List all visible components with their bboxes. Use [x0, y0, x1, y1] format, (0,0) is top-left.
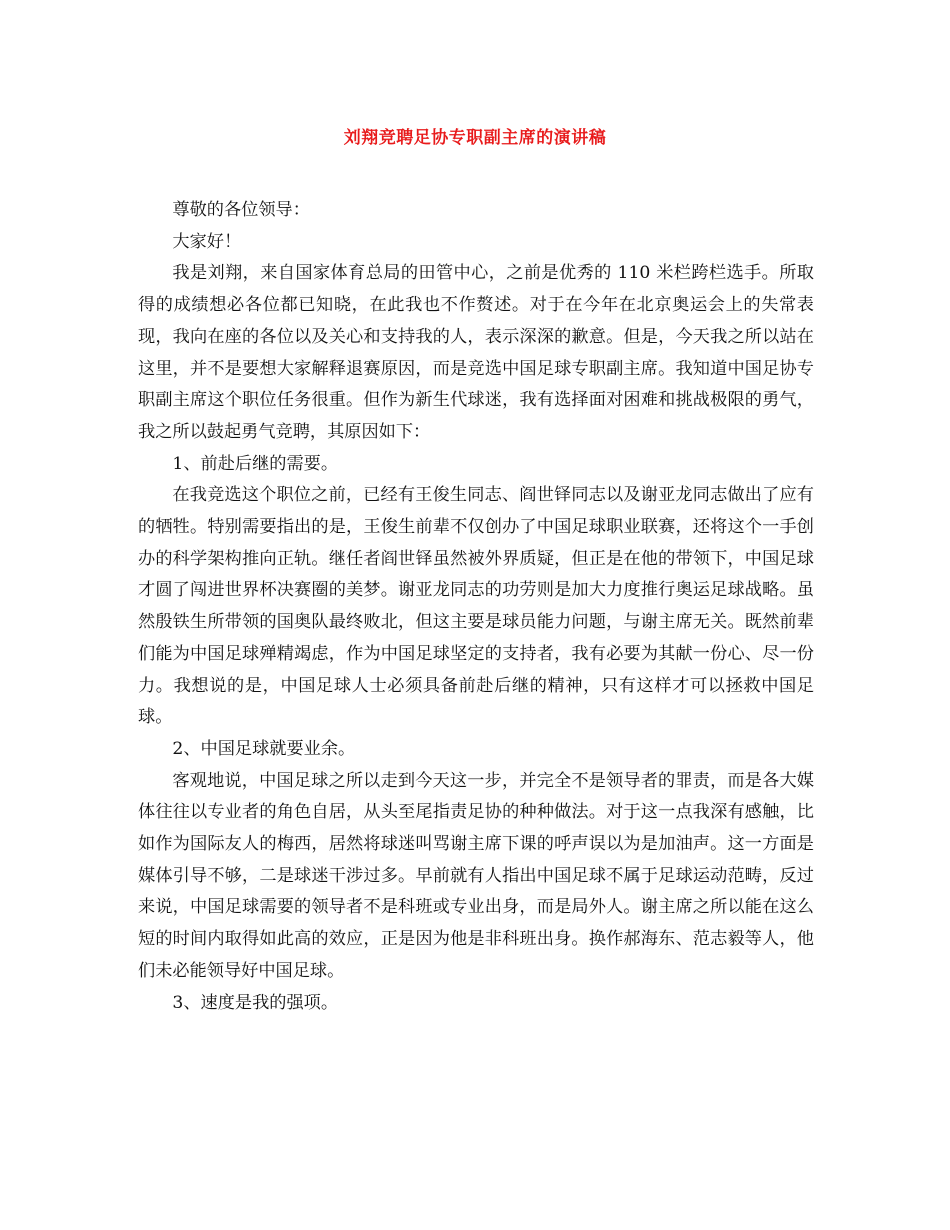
salutation: 尊敬的各位领导： [172, 200, 310, 220]
document-title: 刘翔竞聘足协专职副主席的演讲稿 [343, 128, 607, 148]
body-paragraph: 在我竞选这个职位之前，已经有王俊生同志、阎世铎同志以及谢亚龙同志做出了应有的牺牲。特别需要指出的是，王俊生前辈不仅创办了中国足球职业联赛，还将这个一手创办的科学架构推向正轨。继任者阎世铎虽然被外界质疑，但正是在他的带领下，中国足球才圆了闯进世界杯决赛圈的美梦。谢亚龙同志的功劳则是加大力度推行奥运足球战略。虽然殷铁生所带领的国奥队最终败北，但这主要是球员能力问题，与谢主席无关。既然前辈们能为中国足球殚精竭虑，作为中国足球坚定的支持者，我有必要为其献一份心、尽一份力。我想说的是，中国足球人士必须具备前赴后继的精神，只有这样才可以拯救中国足球。 [138, 485, 814, 728]
body-paragraph: 客观地说，中国足球之所以走到今天这一步，并完全不是领导者的罪责，而是各大媒体往往以专业者的角色自居，从头至尾指责足协的种种做法。对于这一点我深有感触，比如作为国际友人的梅西，居然将球迷叫骂谢主席下课的呼声误以为是加油声。这一方面是媒体引导不够，二是球迷干涉过多。早前就有人指出中国足球不属于足球运动范畴，反过来说，中国足球需要的领导者不是科班或专业出身，而是局外人。谢主席之所以能在这么短的时间内取得如此高的效应，正是因为他是非科班出身。换作郝海东、范志毅等人，他们未必能领导好中国足球。 [138, 770, 814, 981]
greeting: 大家好！ [172, 231, 242, 252]
section-heading: 3、速度是我的强项。 [172, 992, 339, 1013]
section-heading: 1、前赴后继的需要。 [172, 453, 339, 474]
section-heading: 2、中国足球就要业余。 [172, 738, 356, 759]
document-body [138, 195, 814, 1019]
body-paragraph: 我是刘翔，来自国家体育总局的田管中心，之前是优秀的 110 米栏跨栏选手。所取得的成绩想必各位都已知晓，在此我也不作赘述。对于在今年在北京奥运会上的失常表现，我向在座的各位以及关心和支持我的人，表示深深的歉意。但是，今天我之所以站在这里，并不是要想大家解释退赛原因，而是竞选中国足球专职副主席。我知道中国足协专职副主席这个职位任务很重。但作为新生代球迷，我有选择面对困难和挑战极限的勇气，我之所以鼓起勇气竞聘，其原因如下： [138, 263, 814, 442]
